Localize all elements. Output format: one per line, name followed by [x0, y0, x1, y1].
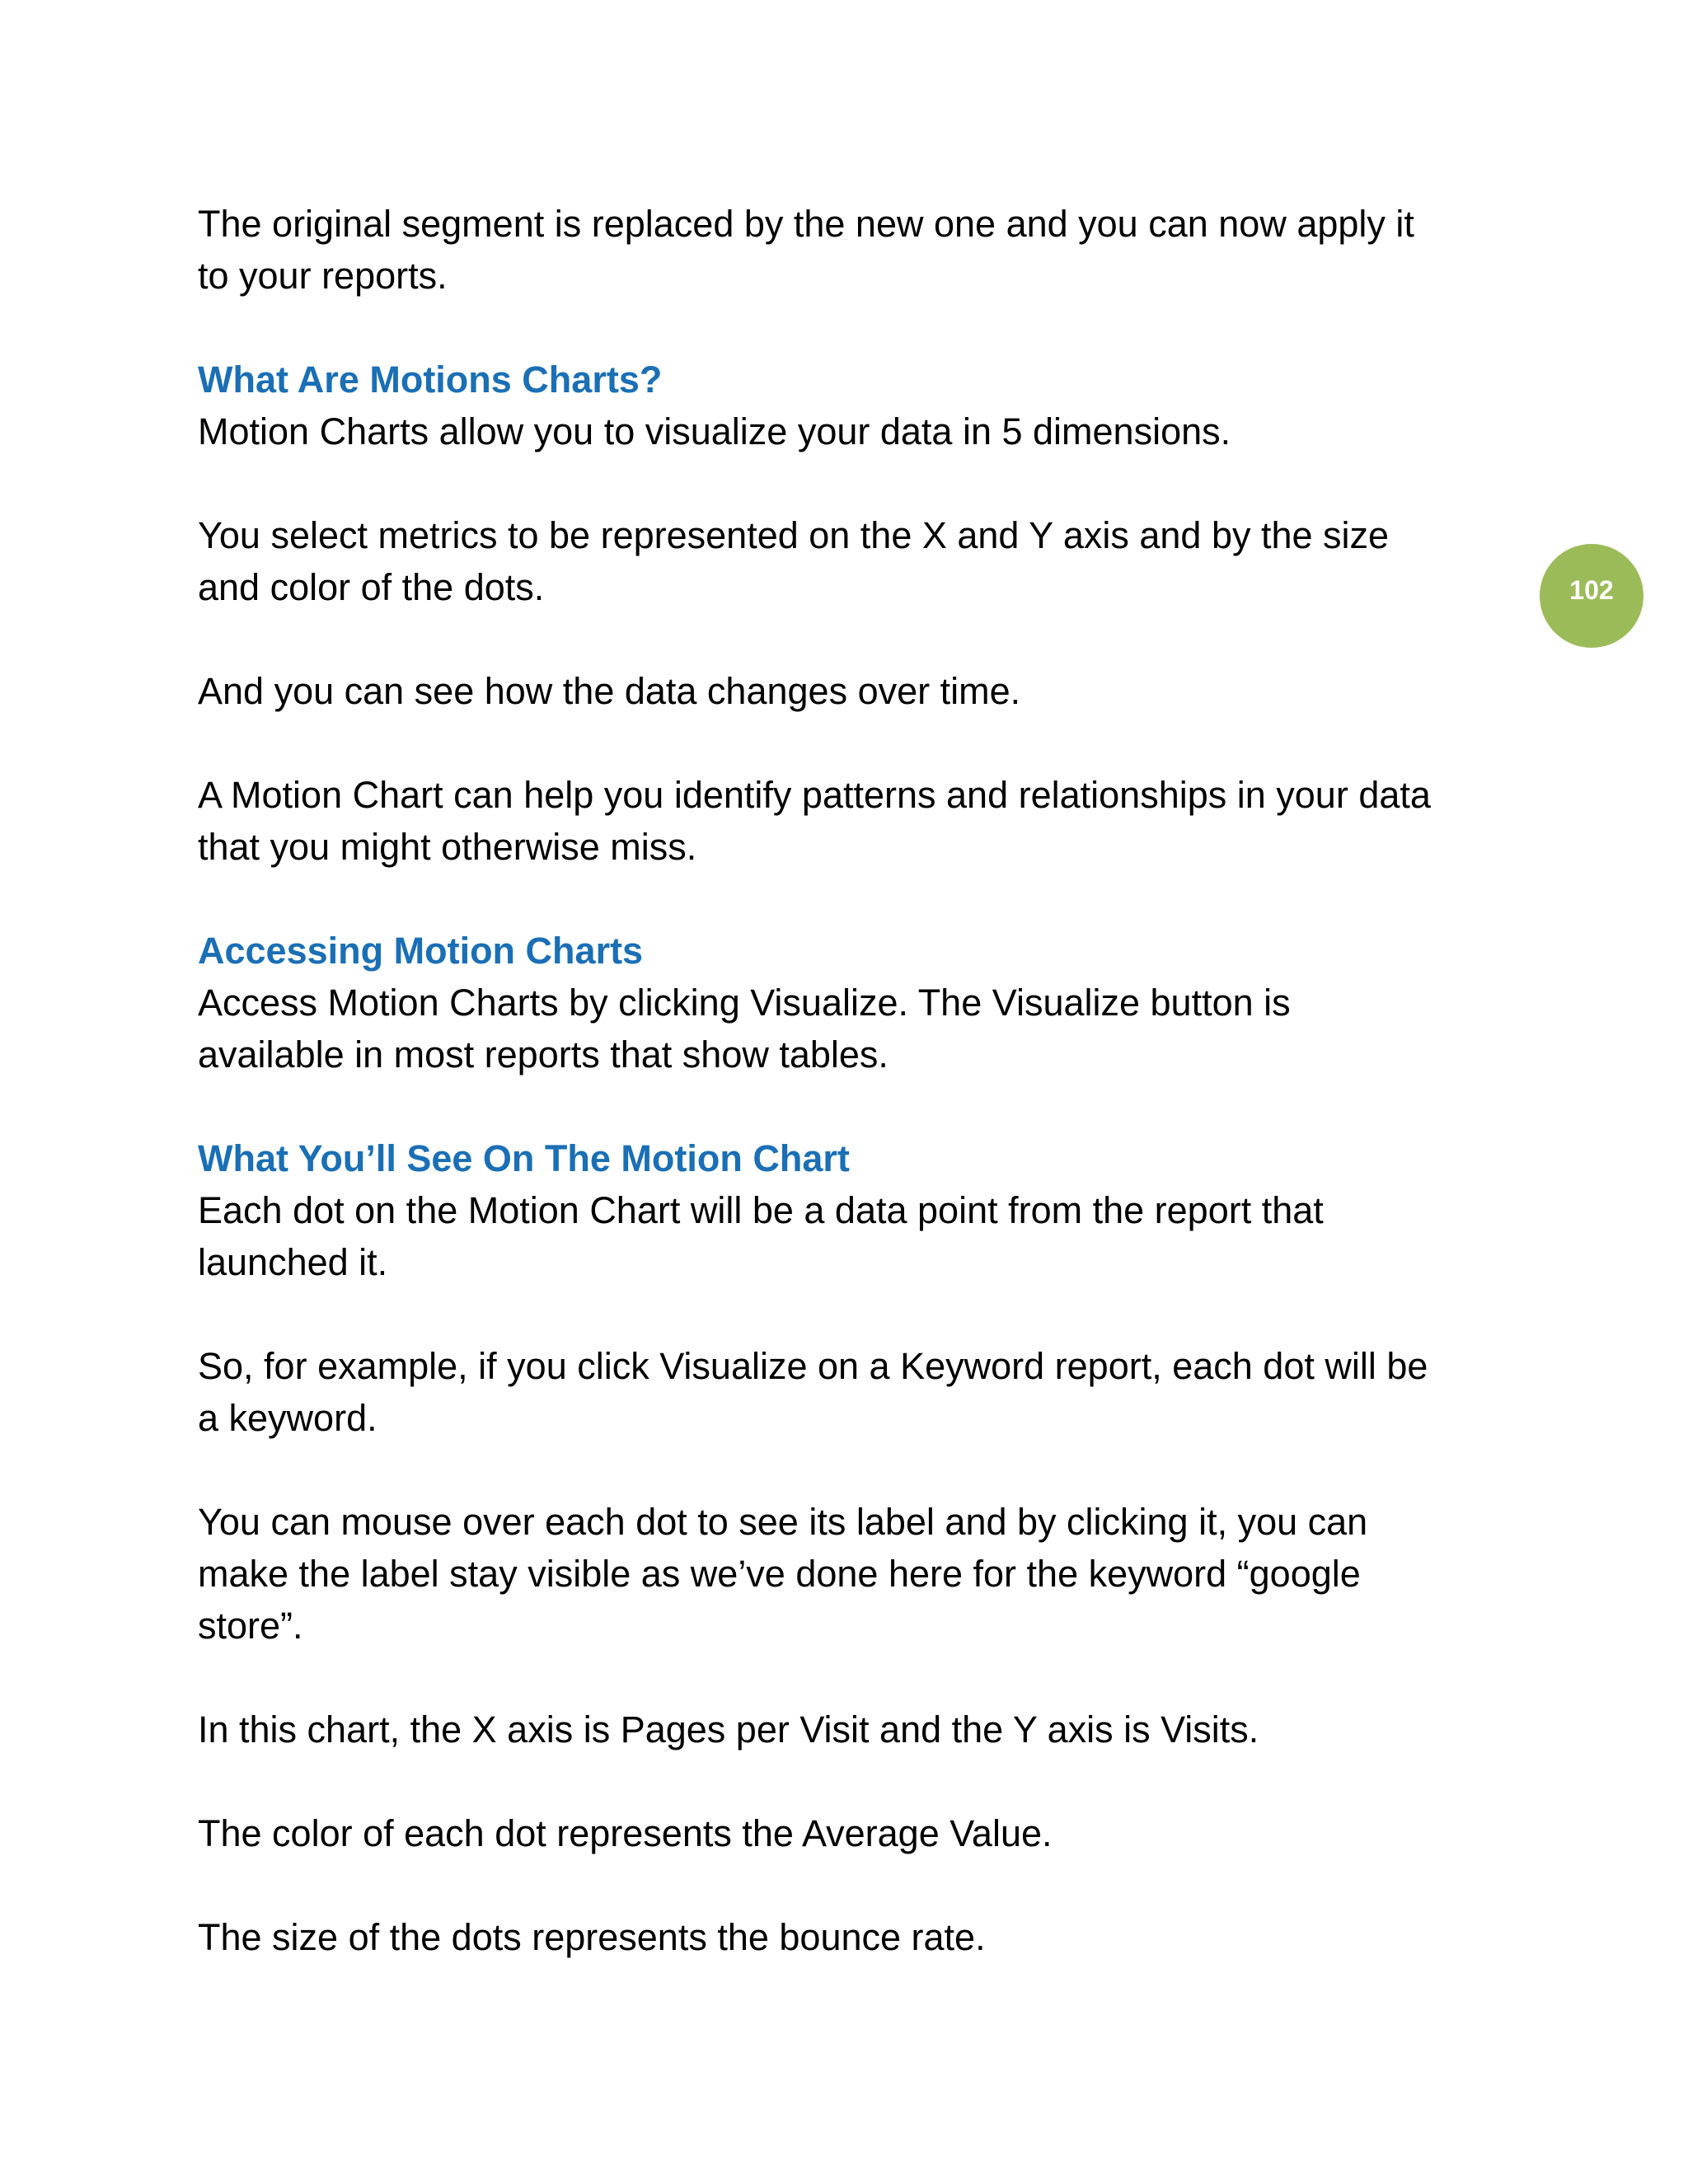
paragraph-color: The color of each dot represents the Average Value. — [198, 1812, 1053, 1854]
paragraph-access-visualize: Access Motion Charts by clicking Visualize. The Visualize button is available in most reports that show tables. — [198, 982, 1291, 1076]
paragraph-identify-patterns: A Motion Chart can help you identify patterns and relationships in your data that you might otherwise miss. — [198, 774, 1431, 868]
paragraph-mouse-over: You can mouse over each dot to see its label and by clicking it, you can make the label stay visible as we’ve done here for the keyword “google store”. — [198, 1501, 1368, 1647]
paragraph-five-dimensions: Motion Charts allow you to visualize your data in 5 dimensions. — [198, 410, 1231, 452]
section-heading-what-are-motion-charts: What Are Motions Charts? — [198, 359, 663, 401]
page-number: 102 — [1569, 574, 1614, 605]
paragraph-keyword-example: So, for example, if you click Visualize on a Keyword report, each dot will be a keyword. — [198, 1345, 1428, 1439]
intro-paragraph: The original segment is replaced by the new one and you can now apply it to your reports. — [198, 203, 1414, 297]
paragraph-axes: In this chart, the X axis is Pages per Visit and the Y axis is Visits. — [198, 1708, 1259, 1750]
paragraph-size: The size of the dots represents the bounce rate. — [198, 1916, 986, 1958]
document-body — [198, 198, 1500, 2015]
paragraph-select-metrics: You select metrics to be represented on the X and Y axis and by the size and color of the dots. — [198, 514, 1390, 608]
page-number-badge — [1540, 544, 1643, 648]
paragraph-each-dot: Each dot on the Motion Chart will be a data point from the report that launched it. — [198, 1189, 1324, 1283]
paragraph-data-over-time: And you can see how the data changes over time. — [198, 670, 1021, 712]
section-heading-what-youll-see: What You’ll See On The Motion Chart — [198, 1137, 850, 1179]
section-heading-accessing-motion-charts: Accessing Motion Charts — [198, 930, 644, 972]
